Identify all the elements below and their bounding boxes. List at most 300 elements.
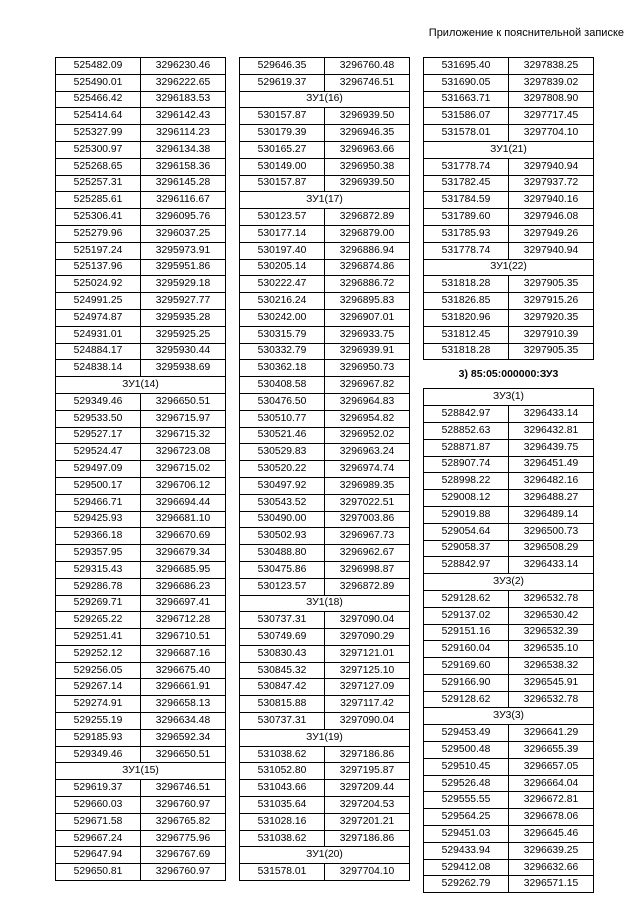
y-coordinate: 3296230.46 (141, 58, 226, 75)
plot-heading: ЗУ1(18) (240, 595, 410, 612)
y-coordinate: 3296706.12 (141, 477, 226, 494)
coordinate-row (56, 713, 226, 730)
x-coordinate: 529412.08 (424, 859, 509, 876)
coordinate-row (424, 74, 594, 91)
y-coordinate: 3296116.67 (141, 192, 226, 209)
coordinate-row (56, 410, 226, 427)
coordinate-row (56, 343, 226, 360)
y-coordinate: 3297186.86 (325, 746, 410, 763)
x-coordinate: 530222.47 (240, 276, 325, 293)
x-coordinate: 525279.96 (56, 225, 141, 242)
coordinate-row (56, 461, 226, 478)
x-coordinate: 530737.31 (240, 713, 325, 730)
x-coordinate: 529269.71 (56, 595, 141, 612)
y-coordinate: 3296686.23 (141, 578, 226, 595)
x-coordinate: 525300.97 (56, 141, 141, 158)
plot-heading-row (240, 729, 410, 746)
x-coordinate: 529433.94 (424, 842, 509, 859)
x-coordinate: 530123.57 (240, 578, 325, 595)
y-coordinate: 3296895.83 (325, 293, 410, 310)
y-coordinate: 3296657.05 (509, 758, 594, 775)
y-coordinate: 3296489.14 (509, 506, 594, 523)
y-coordinate: 3296451.49 (509, 456, 594, 473)
coordinate-row (240, 629, 410, 646)
x-coordinate: 531784.59 (424, 192, 509, 209)
y-coordinate: 3296760.97 (141, 797, 226, 814)
x-coordinate: 529169.60 (424, 658, 509, 675)
coordinate-row (424, 826, 594, 843)
y-coordinate: 3296538.32 (509, 658, 594, 675)
coordinate-row (56, 830, 226, 847)
y-coordinate: 3297127.09 (325, 679, 410, 696)
y-coordinate: 3296433.14 (509, 406, 594, 423)
coordinate-row (240, 696, 410, 713)
coordinate-row (240, 108, 410, 125)
x-coordinate: 531778.74 (424, 242, 509, 259)
x-coordinate: 525414.64 (56, 108, 141, 125)
coordinate-row (56, 595, 226, 612)
y-coordinate: 3297910.39 (509, 326, 594, 343)
coordinate-row (56, 578, 226, 595)
plot-heading: ЗУ1(20) (240, 847, 410, 864)
x-coordinate: 530737.31 (240, 612, 325, 629)
coordinate-row (424, 406, 594, 423)
y-coordinate: 3297204.53 (325, 797, 410, 814)
x-coordinate: 530205.14 (240, 259, 325, 276)
coordinate-row (56, 192, 226, 209)
coordinate-row (424, 175, 594, 192)
coordinate-row (240, 645, 410, 662)
x-coordinate: 529137.02 (424, 607, 509, 624)
coordinate-row (424, 225, 594, 242)
coordinate-row (424, 658, 594, 675)
x-coordinate: 528842.97 (424, 557, 509, 574)
x-coordinate: 530476.50 (240, 393, 325, 410)
x-coordinate: 531038.62 (240, 830, 325, 847)
y-coordinate: 3296675.40 (141, 662, 226, 679)
coordinate-row (240, 326, 410, 343)
y-coordinate: 3296658.13 (141, 696, 226, 713)
y-coordinate: 3296886.72 (325, 276, 410, 293)
coordinate-row (240, 225, 410, 242)
coordinate-row (424, 725, 594, 742)
x-coordinate: 530362.18 (240, 360, 325, 377)
y-coordinate: 3296639.25 (509, 842, 594, 859)
y-coordinate: 3297905.35 (509, 276, 594, 293)
coordinate-row (240, 461, 410, 478)
coordinate-row (424, 58, 594, 75)
y-coordinate: 3296765.82 (141, 813, 226, 830)
y-coordinate: 3297022.51 (325, 494, 410, 511)
x-coordinate: 531789.60 (424, 209, 509, 226)
x-coordinate: 524974.87 (56, 309, 141, 326)
x-coordinate: 530216.24 (240, 293, 325, 310)
x-coordinate: 529619.37 (240, 74, 325, 91)
coordinate-row (424, 125, 594, 142)
coordinate-row (240, 377, 410, 394)
y-coordinate: 3296746.51 (325, 74, 410, 91)
plot-heading: ЗУ1(14) (56, 377, 226, 394)
y-coordinate: 3295927.77 (141, 293, 226, 310)
x-coordinate: 529500.17 (56, 477, 141, 494)
coordinate-row (56, 612, 226, 629)
y-coordinate: 3297201.21 (325, 813, 410, 830)
page-header: Приложение к пояснительной записке (428, 27, 624, 39)
y-coordinate: 3296879.00 (325, 225, 410, 242)
coordinate-row (56, 813, 226, 830)
coordinate-row (56, 125, 226, 142)
y-coordinate: 3297704.10 (325, 864, 410, 881)
coordinate-row (240, 864, 410, 881)
plot-heading-row (424, 259, 594, 276)
x-coordinate: 529252.12 (56, 645, 141, 662)
coordinate-row (56, 326, 226, 343)
y-coordinate: 3296967.73 (325, 528, 410, 545)
x-coordinate: 531818.28 (424, 276, 509, 293)
y-coordinate: 3296963.66 (325, 141, 410, 158)
y-coordinate: 3296183.53 (141, 91, 226, 108)
x-coordinate: 529008.12 (424, 490, 509, 507)
coordinates-column-2 (239, 57, 410, 881)
y-coordinate: 3296661.91 (141, 679, 226, 696)
x-coordinate: 525197.24 (56, 242, 141, 259)
coordinate-row (424, 343, 594, 360)
x-coordinate: 529453.49 (424, 725, 509, 742)
x-coordinate: 530847.42 (240, 679, 325, 696)
y-coordinate: 3296641.29 (509, 725, 594, 742)
x-coordinate: 529533.50 (56, 410, 141, 427)
x-coordinate: 529510.45 (424, 758, 509, 775)
x-coordinate: 529555.55 (424, 792, 509, 809)
x-coordinate: 530510.77 (240, 410, 325, 427)
coordinate-row (424, 641, 594, 658)
y-coordinate: 3296989.35 (325, 477, 410, 494)
x-coordinate: 530149.00 (240, 158, 325, 175)
x-coordinate: 531785.93 (424, 225, 509, 242)
y-coordinate: 3296946.35 (325, 125, 410, 142)
coordinate-row (56, 494, 226, 511)
coordinate-row (240, 477, 410, 494)
plot-heading-row (240, 192, 410, 209)
x-coordinate: 531038.62 (240, 746, 325, 763)
y-coordinate: 3296158.36 (141, 158, 226, 175)
coordinate-row (56, 696, 226, 713)
x-coordinate: 524838.14 (56, 360, 141, 377)
x-coordinate: 529251.41 (56, 629, 141, 646)
y-coordinate: 3296746.51 (141, 780, 226, 797)
y-coordinate: 3297937.72 (509, 175, 594, 192)
coordinate-row (240, 309, 410, 326)
coordinate-row (424, 607, 594, 624)
y-coordinate: 3296672.81 (509, 792, 594, 809)
y-coordinate: 3295929.18 (141, 276, 226, 293)
y-coordinate: 3296433.14 (509, 557, 594, 574)
x-coordinate: 525257.31 (56, 175, 141, 192)
coordinate-row (424, 473, 594, 490)
x-coordinate: 528871.87 (424, 439, 509, 456)
x-coordinate: 531818.28 (424, 343, 509, 360)
coordinate-row (240, 410, 410, 427)
y-coordinate: 3296482.16 (509, 473, 594, 490)
x-coordinate: 530488.80 (240, 545, 325, 562)
y-coordinate: 3296939.50 (325, 108, 410, 125)
coordinate-row (424, 506, 594, 523)
x-coordinate: 530157.87 (240, 175, 325, 192)
x-coordinate: 531826.85 (424, 293, 509, 310)
x-coordinate: 531690.05 (424, 74, 509, 91)
coordinate-row (56, 58, 226, 75)
y-coordinate: 3296508.29 (509, 540, 594, 557)
coordinate-row (240, 175, 410, 192)
y-coordinate: 3295938.69 (141, 360, 226, 377)
y-coordinate: 3297717.45 (509, 108, 594, 125)
y-coordinate: 3296432.81 (509, 422, 594, 439)
x-coordinate: 529650.81 (56, 864, 141, 881)
plot-heading-row (240, 595, 410, 612)
y-coordinate: 3295935.28 (141, 309, 226, 326)
x-coordinate: 529151.16 (424, 624, 509, 641)
coordinate-row (424, 326, 594, 343)
x-coordinate: 530177.14 (240, 225, 325, 242)
y-coordinate: 3296681.10 (141, 511, 226, 528)
y-coordinate: 3296974.74 (325, 461, 410, 478)
x-coordinate: 531052.80 (240, 763, 325, 780)
y-coordinate: 3296685.95 (141, 561, 226, 578)
plot-heading-row (424, 574, 594, 591)
coordinate-row (56, 545, 226, 562)
coordinates-table (423, 57, 594, 360)
coordinate-row (424, 775, 594, 792)
y-coordinate: 3297090.29 (325, 629, 410, 646)
coordinate-row (240, 242, 410, 259)
x-coordinate: 530315.79 (240, 326, 325, 343)
coordinate-row (240, 360, 410, 377)
x-coordinate: 531028.16 (240, 813, 325, 830)
y-coordinate: 3297186.86 (325, 830, 410, 847)
y-coordinate: 3296645.46 (509, 826, 594, 843)
y-coordinate: 3296532.78 (509, 691, 594, 708)
x-coordinate: 529667.24 (56, 830, 141, 847)
y-coordinate: 3296962.67 (325, 545, 410, 562)
coordinate-row (424, 859, 594, 876)
x-coordinate: 529019.88 (424, 506, 509, 523)
y-coordinate: 3296592.34 (141, 729, 226, 746)
x-coordinate: 525490.01 (56, 74, 141, 91)
x-coordinate: 525306.41 (56, 209, 141, 226)
coordinate-row (56, 108, 226, 125)
y-coordinate: 3296664.04 (509, 775, 594, 792)
coordinate-row (56, 746, 226, 763)
coordinate-row (424, 809, 594, 826)
coordinate-row (240, 713, 410, 730)
plot-heading: ЗУ1(16) (240, 91, 410, 108)
coordinate-row (56, 225, 226, 242)
y-coordinate: 3296767.69 (141, 847, 226, 864)
y-coordinate: 3296939.91 (325, 343, 410, 360)
x-coordinate: 529671.58 (56, 813, 141, 830)
y-coordinate: 3296760.97 (141, 864, 226, 881)
x-coordinate: 531778.74 (424, 158, 509, 175)
coordinate-row (424, 439, 594, 456)
plot-heading-row (424, 708, 594, 725)
coordinate-row (424, 91, 594, 108)
x-coordinate: 525466.42 (56, 91, 141, 108)
x-coordinate: 529526.48 (424, 775, 509, 792)
coordinate-row (56, 158, 226, 175)
y-coordinate: 3296678.06 (509, 809, 594, 826)
coordinate-row (56, 74, 226, 91)
x-coordinate: 529256.05 (56, 662, 141, 679)
y-coordinate: 3296939.50 (325, 175, 410, 192)
coordinate-row (56, 797, 226, 814)
plot-heading: ЗУ3(1) (424, 389, 594, 406)
x-coordinate: 525024.92 (56, 276, 141, 293)
x-coordinate: 529349.46 (56, 393, 141, 410)
y-coordinate: 3296907.01 (325, 309, 410, 326)
coordinate-row (240, 746, 410, 763)
y-coordinate: 3297920.35 (509, 309, 594, 326)
y-coordinate: 3297946.08 (509, 209, 594, 226)
coordinate-row (56, 864, 226, 881)
x-coordinate: 528907.74 (424, 456, 509, 473)
y-coordinate: 3296967.82 (325, 377, 410, 394)
y-coordinate: 3296650.51 (141, 393, 226, 410)
plot-heading: ЗУ3(3) (424, 708, 594, 725)
x-coordinate: 529262.79 (424, 876, 509, 893)
coordinate-row (56, 477, 226, 494)
y-coordinate: 3297838.25 (509, 58, 594, 75)
y-coordinate: 3296964.83 (325, 393, 410, 410)
x-coordinate: 530529.83 (240, 444, 325, 461)
x-coordinate: 529646.35 (240, 58, 325, 75)
coordinate-row (240, 276, 410, 293)
x-coordinate: 528852.63 (424, 422, 509, 439)
x-coordinate: 525137.96 (56, 259, 141, 276)
x-coordinate: 529647.94 (56, 847, 141, 864)
y-coordinate: 3296095.76 (141, 209, 226, 226)
x-coordinate: 530497.92 (240, 477, 325, 494)
coordinate-row (56, 293, 226, 310)
coordinate-row (240, 813, 410, 830)
y-coordinate: 3296715.32 (141, 427, 226, 444)
x-coordinate: 530521.46 (240, 427, 325, 444)
y-coordinate: 3296670.69 (141, 528, 226, 545)
y-coordinate: 3296545.91 (509, 674, 594, 691)
coordinate-row (240, 679, 410, 696)
y-coordinate: 3297808.90 (509, 91, 594, 108)
coordinate-row (56, 175, 226, 192)
coordinate-row (56, 141, 226, 158)
plot-heading-row (240, 91, 410, 108)
plot-heading: ЗУ1(17) (240, 192, 410, 209)
x-coordinate: 531782.45 (424, 175, 509, 192)
x-coordinate: 529128.62 (424, 590, 509, 607)
coordinate-row (56, 780, 226, 797)
coordinate-row (424, 276, 594, 293)
y-coordinate: 3296950.73 (325, 360, 410, 377)
x-coordinate: 528842.97 (424, 406, 509, 423)
x-coordinate: 530543.52 (240, 494, 325, 511)
coordinate-row (240, 393, 410, 410)
x-coordinate: 529497.09 (56, 461, 141, 478)
y-coordinate: 3296500.73 (509, 523, 594, 540)
coordinate-row (240, 141, 410, 158)
x-coordinate: 529274.91 (56, 696, 141, 713)
y-coordinate: 3297839.02 (509, 74, 594, 91)
y-coordinate: 3296952.02 (325, 427, 410, 444)
coordinate-row (424, 192, 594, 209)
plot-heading: ЗУ1(19) (240, 729, 410, 746)
y-coordinate: 3296650.51 (141, 746, 226, 763)
x-coordinate: 525285.61 (56, 192, 141, 209)
coordinate-row (424, 742, 594, 759)
coordinate-row (240, 561, 410, 578)
x-coordinate: 530408.58 (240, 377, 325, 394)
y-coordinate: 3297940.94 (509, 158, 594, 175)
y-coordinate: 3295973.91 (141, 242, 226, 259)
x-coordinate: 530845.32 (240, 662, 325, 679)
coordinate-row (56, 309, 226, 326)
x-coordinate: 529128.62 (424, 691, 509, 708)
y-coordinate: 3297125.10 (325, 662, 410, 679)
x-coordinate: 531035.64 (240, 797, 325, 814)
y-coordinate: 3296142.43 (141, 108, 226, 125)
x-coordinate: 529619.37 (56, 780, 141, 797)
plot-heading: ЗУ1(21) (424, 141, 594, 158)
plot-heading-row (240, 847, 410, 864)
y-coordinate: 3297090.04 (325, 713, 410, 730)
coordinates-column-1 (55, 57, 226, 881)
x-coordinate: 531586.07 (424, 108, 509, 125)
x-coordinate: 524931.01 (56, 326, 141, 343)
y-coordinate: 3296679.34 (141, 545, 226, 562)
y-coordinate: 3296222.65 (141, 74, 226, 91)
x-coordinate: 529160.04 (424, 641, 509, 658)
coordinate-row (240, 578, 410, 595)
plot-heading-row (56, 763, 226, 780)
x-coordinate: 530179.39 (240, 125, 325, 142)
coordinate-row (56, 662, 226, 679)
coordinate-row (56, 511, 226, 528)
x-coordinate: 529166.90 (424, 674, 509, 691)
y-coordinate: 3296710.51 (141, 629, 226, 646)
x-coordinate: 529185.93 (56, 729, 141, 746)
x-coordinate: 529255.19 (56, 713, 141, 730)
y-coordinate: 3296723.08 (141, 444, 226, 461)
x-coordinate: 529054.64 (424, 523, 509, 540)
y-coordinate: 3297940.16 (509, 192, 594, 209)
y-coordinate: 3296535.10 (509, 641, 594, 658)
y-coordinate: 3297195.87 (325, 763, 410, 780)
y-coordinate: 3296634.48 (141, 713, 226, 730)
x-coordinate: 529267.14 (56, 679, 141, 696)
coordinate-row (56, 242, 226, 259)
y-coordinate: 3297905.35 (509, 343, 594, 360)
y-coordinate: 3296532.39 (509, 624, 594, 641)
coordinate-row (240, 528, 410, 545)
x-coordinate: 529286.78 (56, 578, 141, 595)
coordinate-row (424, 624, 594, 641)
y-coordinate: 3297704.10 (509, 125, 594, 142)
coordinate-row (240, 511, 410, 528)
x-coordinate: 529058.37 (424, 540, 509, 557)
y-coordinate: 3296715.02 (141, 461, 226, 478)
coordinate-row (424, 540, 594, 557)
coordinates-table (55, 57, 226, 881)
coordinates-table (423, 388, 594, 893)
x-coordinate: 529451.03 (424, 826, 509, 843)
y-coordinate: 3297940.94 (509, 242, 594, 259)
